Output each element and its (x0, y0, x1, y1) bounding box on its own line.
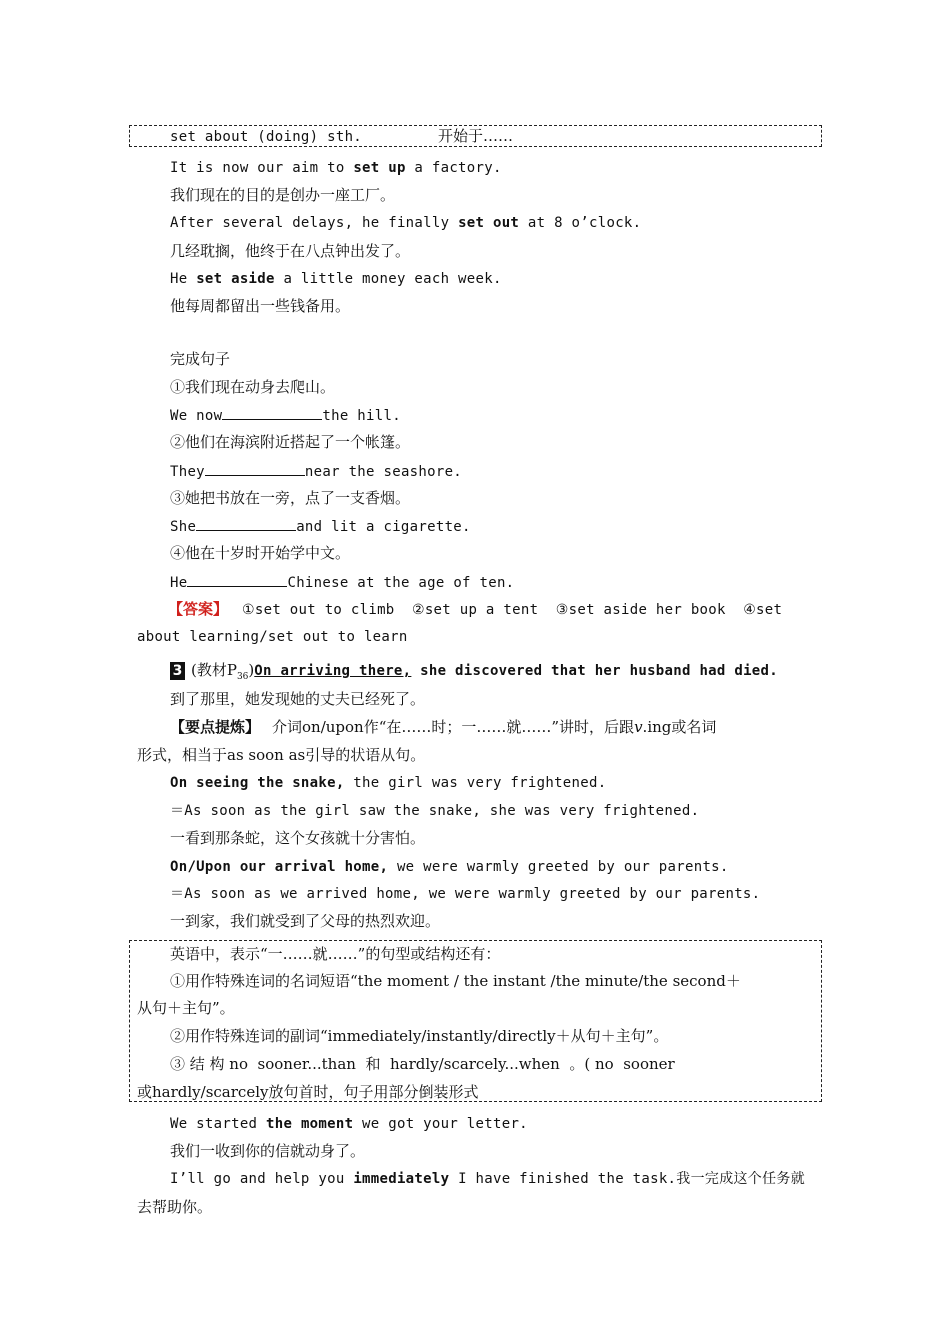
note-line: 或hardly/scarcely放句首时，句子用部分倒装形式 (137, 1083, 479, 1101)
example-translation: 我们现在的目的是创办一座工厂。 (170, 186, 396, 204)
example-translation: 我们一收到你的信就动身了。 (170, 1142, 366, 1160)
answer-line: 【答案】 ①set out to climb ②set up a tent ③set aside her book ④set (168, 600, 783, 618)
example-sentence: After several delays, he finally set out at 8 o’clock. (170, 215, 642, 231)
note-line: 英语中，表示“一……就……”的句型或结构还有： (170, 945, 501, 963)
phrase-meaning: 开始于…… (438, 127, 514, 145)
exercise-item-cn: ②他们在海滨附近搭起了一个帐篷。 (170, 433, 411, 451)
example-translation: 他每周都留出一些钱备用。 (170, 297, 351, 315)
exercise-item-en: They near the seashore. (170, 461, 462, 482)
note-line: ①用作特殊连词的名词短语“the moment / the instant /the minute/the second＋ (170, 972, 741, 990)
key-point-label: 【要点提炼】 (170, 718, 261, 736)
note-line: ②用作特殊连词的副词“immediately/instantly/directly＋从句＋主句”。 (170, 1027, 669, 1045)
section-number-badge: 3 (170, 662, 185, 680)
note-line: 从句＋主句”。 (137, 999, 235, 1017)
example-translation: 一看到那条蛇，这个女孩就十分害怕。 (170, 829, 426, 847)
example-translation: 几经耽搁，他终于在八点钟出发了。 (170, 242, 411, 260)
example-sentence: On/Upon our arrival home, we were warmly greeted by our parents. (170, 859, 729, 875)
exercise-item-en: He Chinese at the age of ten. (170, 572, 514, 593)
key-point: 【要点提炼】 介词on/upon作“在……时；一……就……”讲时，后跟v.ing或名词 (170, 718, 717, 736)
section-translation: 到了那里，她发现她的丈夫已经死了。 (170, 690, 426, 708)
example-sentence: I’ll go and help you immediately I have finished the task.我一完成这个任务就 (170, 1171, 805, 1187)
exercise-item-cn: ①我们现在动身去爬山。 (170, 378, 336, 396)
example-sentence: On seeing the snake, the girl was very frightened. (170, 775, 607, 791)
note-box (129, 940, 822, 1102)
example-translation: 一到家，我们就受到了父母的热烈欢迎。 (170, 912, 441, 930)
section-heading: 3 (教材$P_{36})On$ arriving there, she discovered that her husband had died. (170, 660, 778, 687)
blank-line (222, 405, 322, 420)
phrase-text: set about (doing) sth. (170, 129, 363, 145)
exercise-title: 完成句子 (170, 350, 231, 368)
example-sentence: He set aside a little money each week. (170, 271, 502, 287)
blank-line (196, 516, 296, 531)
exercise-item-cn: ④他在十岁时开始学中文。 (170, 544, 351, 562)
exercise-item-cn: ③她把书放在一旁，点了一支香烟。 (170, 489, 411, 507)
example-translation: 去帮助你。 (137, 1198, 213, 1216)
textbook-source: (教材$P_{36}$) (191, 661, 255, 682)
example-equivalent: ＝As soon as the girl saw the snake, she was very frightened. (170, 803, 700, 819)
exercise-item-en: She and lit a cigarette. (170, 516, 471, 537)
answer-line-cont: about learning/set out to learn (137, 629, 408, 645)
blank-line (205, 461, 305, 476)
exercise-item-en: We now the hill. (170, 405, 401, 426)
example-equivalent: ＝As soon as we arrived home, we were warmly greeted by our parents. (170, 886, 761, 902)
example-sentence: It is now our aim to set up a factory. (170, 160, 502, 176)
blank-line (187, 572, 287, 587)
answer-label: 【答案】 (168, 600, 229, 618)
note-line: ③ 结 构 no sooner...than 和 hardly/scarcely...when 。( no sooner (170, 1055, 675, 1073)
key-point-cont: 形式，相当于as soon as引导的状语从句。 (137, 746, 426, 764)
example-sentence: We started the moment we got your letter. (170, 1116, 528, 1132)
